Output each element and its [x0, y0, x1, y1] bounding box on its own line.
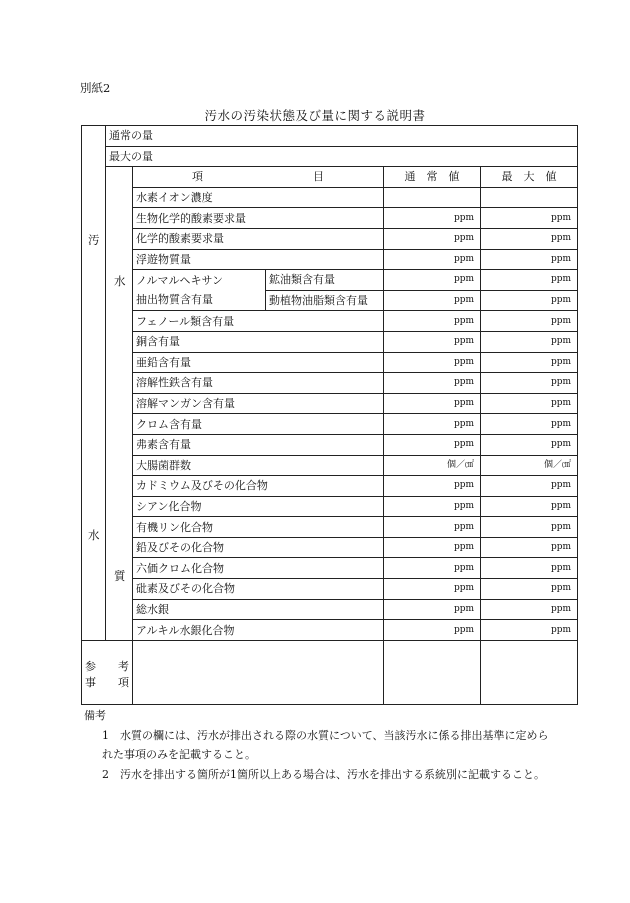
notes-section [84, 706, 558, 784]
item-cell: クロム含有量 [133, 414, 384, 435]
normal-amount-cell[interactable] [106, 126, 578, 147]
inner-label-1: 水 [114, 274, 126, 289]
normal-value-cell[interactable]: ppm [384, 620, 481, 641]
outer-label-cell [82, 126, 106, 641]
normal-value-cell[interactable] [384, 187, 481, 208]
normal-value-cell[interactable]: ppm [384, 208, 481, 229]
inner-label-cell [106, 167, 133, 641]
note-1: 1 水質の欄には、汚水が排出される際の水質について、当該汚水に係る排出基準に定められた事項のみを記載すること。 [102, 728, 549, 761]
max-value-cell[interactable]: ppm [481, 331, 578, 352]
normal-value-cell[interactable]: ppm [384, 393, 481, 414]
item-cell: 生物化学的酸素要求量 [133, 208, 384, 229]
item-cell: 六価クロム化合物 [133, 558, 384, 579]
hexane-group-cell [133, 270, 266, 311]
normal-value-cell[interactable]: ppm [384, 414, 481, 435]
max-amount-label: 最大の量 [109, 149, 153, 163]
col-item-b: 目 [313, 170, 324, 184]
pollution-table [81, 125, 578, 705]
max-value-cell[interactable]: ppm [481, 434, 578, 455]
item-cell: 水素イオン濃度 [133, 187, 384, 208]
item-cell: 浮遊物質量 [133, 249, 384, 270]
item-cell: 有機リン化合物 [133, 517, 384, 538]
max-value-cell[interactable]: ppm [481, 476, 578, 497]
normal-value-cell[interactable]: ppm [384, 476, 481, 497]
item-cell: カドミウム及びその化合物 [133, 476, 384, 497]
item-cell: 化学的酸素要求量 [133, 228, 384, 249]
item-cell: 大腸菌群数 [133, 455, 384, 476]
notes-heading: 備考 [84, 709, 106, 722]
max-value-cell[interactable]: ppm [481, 414, 578, 435]
max-value-cell[interactable]: ppm [481, 393, 578, 414]
max-value-cell[interactable]: ppm [481, 352, 578, 373]
normal-value-cell[interactable]: ppm [384, 290, 481, 311]
max-amount-cell[interactable] [106, 146, 578, 167]
item-cell: 動植物油脂類含有量 [266, 290, 384, 311]
normal-value-cell[interactable]: ppm [384, 537, 481, 558]
normal-value-cell[interactable]: ppm [384, 517, 481, 538]
max-value-cell[interactable]: 個／㎠ [481, 455, 578, 476]
inner-label-2: 質 [114, 569, 126, 584]
item-cell: アルキル水銀化合物 [133, 620, 384, 641]
document-title: 汚水の汚染状態及び量に関する説明書 [204, 108, 426, 123]
column-header-normal: 通 常 値 [384, 167, 481, 188]
normal-value-cell[interactable]: ppm [384, 558, 481, 579]
item-cell: 銅含有量 [133, 331, 384, 352]
normal-value-cell[interactable]: ppm [384, 352, 481, 373]
normal-value-cell[interactable]: ppm [384, 270, 481, 291]
remarks-label-1: 参 考 [85, 659, 129, 673]
max-value-cell[interactable]: ppm [481, 270, 578, 291]
max-value-cell[interactable] [481, 187, 578, 208]
item-cell: 総水銀 [133, 599, 384, 620]
hexane-group-label-1: ノルマルヘキサン [136, 274, 224, 288]
max-value-cell[interactable]: ppm [481, 208, 578, 229]
normal-value-cell[interactable]: 個／㎠ [384, 455, 481, 476]
remarks-max-cell[interactable] [481, 640, 578, 704]
normal-value-cell[interactable]: ppm [384, 249, 481, 270]
remarks-label-cell [82, 640, 133, 704]
max-value-cell[interactable]: ppm [481, 311, 578, 332]
col-item-a: 項 [192, 170, 203, 184]
column-header-item [133, 167, 384, 188]
normal-value-cell[interactable]: ppm [384, 599, 481, 620]
remarks-content-cell[interactable] [133, 640, 384, 704]
form-label: 別紙2 [80, 81, 111, 95]
max-value-cell[interactable]: ppm [481, 373, 578, 394]
normal-value-cell[interactable]: ppm [384, 228, 481, 249]
item-cell: 亜鉛含有量 [133, 352, 384, 373]
hexane-group-label-2: 抽出物質含有量 [136, 293, 213, 307]
item-cell: 鉛及びその化合物 [133, 537, 384, 558]
max-value-cell[interactable]: ppm [481, 517, 578, 538]
max-value-cell[interactable]: ppm [481, 558, 578, 579]
column-header-max: 最 大 値 [481, 167, 578, 188]
normal-value-cell[interactable]: ppm [384, 373, 481, 394]
normal-amount-label: 通常の量 [109, 129, 153, 143]
normal-value-cell[interactable]: ppm [384, 311, 481, 332]
max-value-cell[interactable]: ppm [481, 249, 578, 270]
item-cell: 弗素含有量 [133, 434, 384, 455]
max-value-cell[interactable]: ppm [481, 290, 578, 311]
item-cell: 鉱油類含有量 [266, 270, 384, 291]
item-cell: 溶解マンガン含有量 [133, 393, 384, 414]
normal-value-cell[interactable]: ppm [384, 434, 481, 455]
item-cell: 溶解性鉄含有量 [133, 373, 384, 394]
outer-label-2: 水 [88, 528, 100, 542]
item-cell: フェノール類含有量 [133, 311, 384, 332]
outer-label-1: 汚 [88, 233, 100, 247]
max-value-cell[interactable]: ppm [481, 599, 578, 620]
item-cell: シアン化合物 [133, 496, 384, 517]
remarks-label-2: 事 項 [85, 675, 129, 689]
normal-value-cell[interactable]: ppm [384, 331, 481, 352]
max-value-cell[interactable]: ppm [481, 496, 578, 517]
max-value-cell[interactable]: ppm [481, 579, 578, 600]
max-value-cell[interactable]: ppm [481, 620, 578, 641]
max-value-cell[interactable]: ppm [481, 228, 578, 249]
normal-value-cell[interactable]: ppm [384, 579, 481, 600]
remarks-normal-cell[interactable] [384, 640, 481, 704]
note-2: 2 汚水を排出する箇所が1箇所以上ある場合は、汚水を排出する系統別に記載すること。 [102, 767, 545, 781]
item-cell: 砒素及びその化合物 [133, 579, 384, 600]
normal-value-cell[interactable]: ppm [384, 496, 481, 517]
max-value-cell[interactable]: ppm [481, 537, 578, 558]
